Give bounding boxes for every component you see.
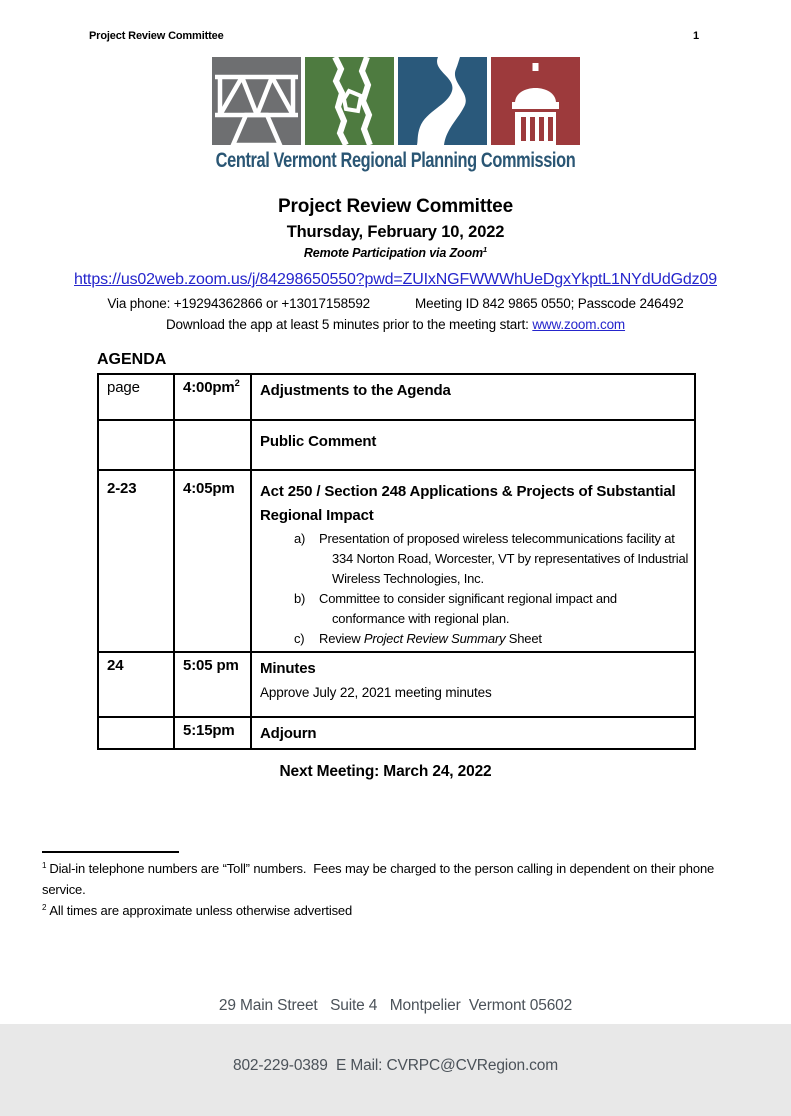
agenda-item-title: Act 250 / Section 248 Applications & Projects of Substantial Regional Impact (260, 483, 676, 524)
river-icon (398, 57, 487, 145)
phone-info-line (0, 296, 791, 311)
meeting-title: Project Review Committee (277, 196, 514, 217)
agenda-section (97, 350, 696, 750)
agenda-row-public-comment (98, 420, 695, 470)
logo-tiles (0, 57, 791, 145)
footnote-ref-2: 2 (234, 378, 240, 388)
cvrpc-logo (0, 57, 791, 173)
phone-numbers: Via phone: +19294362866 or +13017158592 (107, 296, 371, 311)
title-block (0, 196, 791, 260)
meeting-date: Thursday, February 10, 2022 (286, 223, 505, 241)
agenda-heading: AGENDA (97, 351, 167, 368)
agenda-time-cell: 4:05pm (174, 470, 251, 652)
remote-participation-text: Remote Participation via Zoom (303, 246, 483, 260)
agenda-row-act250 (98, 470, 695, 652)
zoom-meeting-link[interactable]: https://us02web.zoom.us/j/84298650550?pwd=ZUIxNGFWWWhUeDgxYkptL1NYdUdGdz09 (74, 271, 717, 288)
agenda-item-cell (251, 470, 695, 652)
agenda-item-cell: Public Comment (251, 420, 695, 470)
list-text: Presentation of proposed wireless telecommunications facility at 334 Norton Road, Worcester, VT by representatives of Industrial Wireless Technologies, Inc. (319, 531, 689, 586)
footnote-text: All times are approximate unless otherwise advertised (49, 903, 353, 918)
agenda-item-subtitle: Approve July 22, 2021 meeting minutes (260, 685, 492, 700)
footer-address: 29 Main Street Suite 4 Montpelier Vermont 05602 (218, 997, 573, 1014)
agenda-page-cell (98, 717, 174, 749)
agenda-page-cell: 24 (98, 652, 174, 717)
agenda-row-adjustments (98, 374, 695, 420)
vermont-map-icon (305, 57, 394, 145)
page-footer (0, 956, 791, 1116)
footnote-text: Dial-in telephone numbers are “Toll” numbers. Fees may be charged to the person calling in dependent on their phone service. (42, 861, 718, 897)
list-label: c) (294, 631, 305, 646)
agenda-sublist (294, 529, 690, 649)
download-note-line (0, 317, 791, 332)
agenda-page-cell: 2-23 (98, 470, 174, 652)
capitol-dome-icon (491, 57, 580, 145)
footer-contact: 802-229-0389 E Mail: CVRPC@CVRegion.com (232, 1057, 559, 1074)
footnote-marker: 2 (42, 902, 47, 912)
footnote-ref-1: 1 (482, 244, 488, 254)
agenda-time-cell: 5:05 pm (174, 652, 251, 717)
agenda-item-title: Minutes (260, 660, 316, 677)
footnote-2 (42, 900, 749, 921)
list-label: a) (294, 531, 306, 546)
agenda-item-cell (251, 652, 695, 717)
org-name: Central Vermont Regional Planning Commission (215, 149, 576, 172)
agenda-item-cell: Adjustments to the Agenda (251, 374, 695, 420)
agenda-item-cell: Adjourn (251, 717, 695, 749)
list-text-pre: Review (319, 631, 364, 646)
running-header-title: Project Review Committee (89, 30, 224, 42)
zoom-link-line (0, 271, 791, 289)
list-item-b (294, 589, 690, 629)
meeting-id-passcode: Meeting ID 842 9865 0550; Passcode 246492 (415, 296, 684, 311)
list-text (319, 629, 690, 649)
agenda-time-cell (174, 420, 251, 470)
list-text-post: Sheet (505, 631, 542, 646)
zoom-site-link[interactable]: www.zoom.com (532, 317, 626, 332)
page-number: 1 (693, 30, 699, 42)
list-label: b) (294, 591, 306, 606)
remote-participation-note (0, 246, 791, 260)
list-text-italic: Project Review Summary (363, 631, 506, 646)
footnote-divider (42, 851, 179, 853)
list-item-c (294, 629, 690, 649)
agenda-time: 4:00pm (183, 379, 235, 396)
agenda-time-cell (174, 374, 251, 420)
agenda-table (97, 373, 696, 750)
agenda-row-adjourn (98, 717, 695, 749)
running-header (89, 30, 699, 42)
agenda-time-cell: 5:15pm (174, 717, 251, 749)
agenda-page-cell (98, 420, 174, 470)
footnote-1 (42, 858, 749, 900)
footnotes-section (42, 851, 749, 921)
list-item-a (294, 529, 690, 589)
footnote-marker: 1 (42, 860, 47, 870)
bridge-icon (212, 57, 301, 145)
agenda-page-cell: page (98, 374, 174, 420)
download-note-text: Download the app at least 5 minutes prior to the meeting start: (165, 317, 533, 332)
next-meeting-note: Next Meeting: March 24, 2022 (279, 763, 492, 780)
agenda-row-minutes (98, 652, 695, 717)
list-text: Committee to consider significant regional impact and conformance with regional plan. (319, 591, 617, 626)
